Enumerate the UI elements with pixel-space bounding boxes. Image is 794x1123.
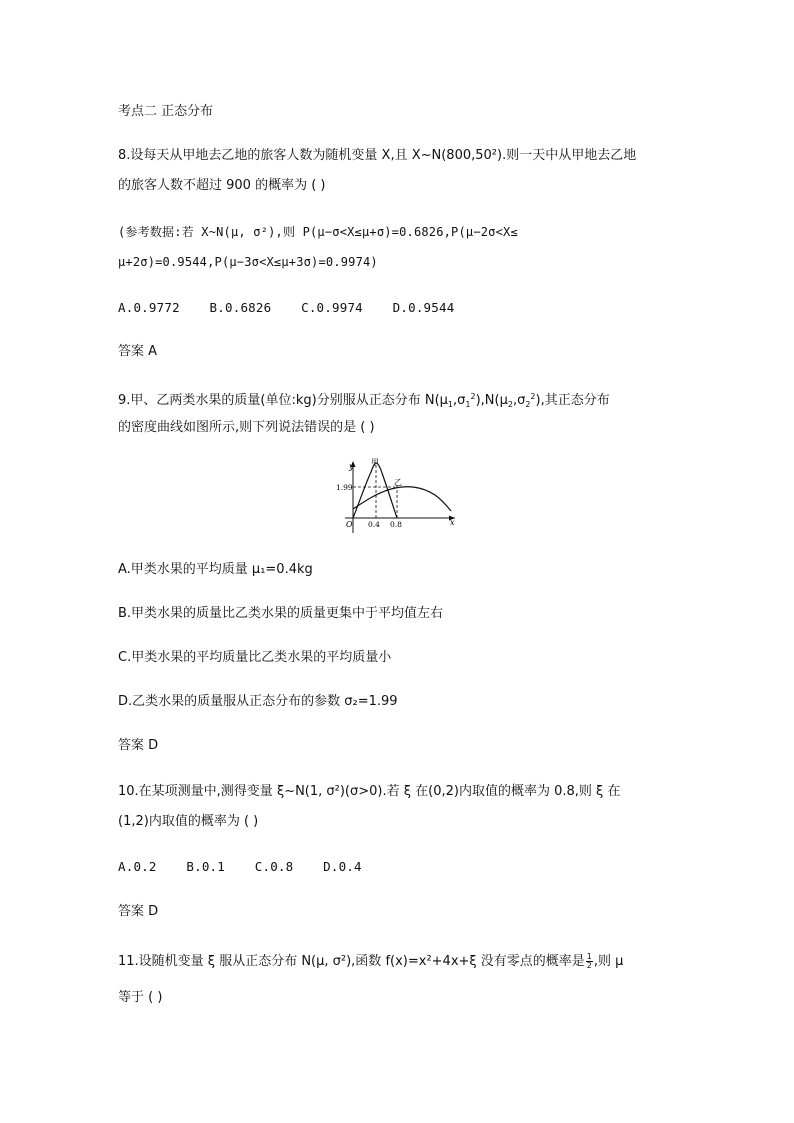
q8-stem-line1: 8.设每天从甲地去乙地的旅客人数为随机变量 X,且 X~N(800,50²).则一天中从甲地去乙地 bbox=[118, 148, 637, 163]
q9-option-d: D.乙类水果的质量服从正态分布的参数 σ₂=1.99 bbox=[118, 694, 398, 709]
y-axis-label: y bbox=[349, 462, 354, 471]
curve-label-jia: 甲 bbox=[371, 458, 379, 467]
q10-option-c: C.0.8 bbox=[254, 859, 294, 874]
x-tick-04: 0.4 bbox=[368, 520, 380, 529]
q10-stem-line1: 10.在某项测量中,测得变量 ξ~N(1, σ²)(σ>0).若 ξ 在(0,2)内取值的概率为 0.8,则 ξ 在 bbox=[118, 784, 621, 799]
q11-stem-text: 11.设随机变量 ξ 服从正态分布 N(μ, σ²),函数 f(x)=x²+4x+ξ 没有零点的概率是 bbox=[118, 954, 585, 969]
q11-fraction bbox=[586, 953, 593, 970]
x-axis-label: x bbox=[450, 518, 455, 527]
q8-options bbox=[118, 298, 476, 318]
section-title: 考点二 正态分布 bbox=[118, 104, 214, 119]
q8-option-a: A.0.9772 bbox=[118, 300, 180, 315]
q9-answer: 答案 D bbox=[118, 738, 159, 753]
curve-jia bbox=[353, 463, 397, 518]
q9-dist2-open: ),N(μ bbox=[475, 393, 508, 408]
q9-mu2-sub: 2 bbox=[507, 400, 513, 409]
q9-option-c: C.甲类水果的平均质量比乙类水果的平均质量小 bbox=[118, 650, 392, 665]
q11-stem-tail: ,则 μ bbox=[593, 954, 624, 969]
q10-option-b: B.0.1 bbox=[186, 859, 226, 874]
q9-option-b: B.甲类水果的质量比乙类水果的质量更集中于平均值左右 bbox=[118, 606, 444, 621]
q8-option-b: B.0.6826 bbox=[209, 300, 272, 315]
q9-dist2-sigma: ,σ bbox=[512, 393, 526, 408]
q9-sigma1-sup: 2 bbox=[470, 392, 476, 401]
q9-stem-tail: ),其正态分布 bbox=[535, 393, 610, 408]
q9-density-figure bbox=[335, 455, 465, 535]
q9-mu1-sub: 1 bbox=[447, 400, 454, 409]
origin-label: O bbox=[346, 520, 353, 529]
q8-option-d: D.0.9544 bbox=[392, 300, 455, 315]
q11-fraction-num: 1 bbox=[586, 952, 592, 961]
q10-option-d: D.0.4 bbox=[323, 859, 362, 874]
q8-reference-line1: (参考数据:若 X~N(μ, σ²),则 P(μ−σ<X≤μ+σ)=0.6826,P(μ−2σ<X≤ bbox=[118, 225, 518, 239]
q11-stem-line1 bbox=[118, 952, 623, 972]
y-tick-199: 1.99 bbox=[336, 483, 353, 492]
q9-sigma2-sub: 2 bbox=[525, 400, 531, 409]
q9-sigma1-sub: 1 bbox=[465, 400, 471, 409]
q11-stem-line2: 等于 ( ) bbox=[118, 990, 163, 1005]
q8-reference-line2: μ+2σ)=0.9544,P(μ−3σ<X≤μ+3σ)=0.9974) bbox=[118, 255, 378, 269]
curve-label-yi: 乙 bbox=[394, 478, 402, 487]
q10-option-a: A.0.2 bbox=[118, 859, 157, 874]
q9-stem-line1 bbox=[118, 387, 610, 415]
q9-dist1-sigma: ,σ bbox=[453, 393, 466, 408]
q9-stem-line2: 的密度曲线如图所示,则下列说法错误的是 ( ) bbox=[118, 420, 375, 435]
q9-option-a: A.甲类水果的平均质量 μ₁=0.4kg bbox=[118, 562, 313, 577]
q8-option-c: C.0.9974 bbox=[301, 300, 363, 315]
q10-answer: 答案 D bbox=[118, 904, 159, 919]
q9-dist1-open: N(μ bbox=[424, 393, 448, 408]
q9-sigma2-sup: 2 bbox=[530, 392, 536, 401]
q9-stem-text: 9.甲、乙两类水果的质量(单位:kg)分别服从正态分布 bbox=[118, 393, 425, 408]
x-tick-08: 0.8 bbox=[390, 520, 402, 529]
q8-answer: 答案 A bbox=[118, 344, 158, 359]
curve-yi bbox=[353, 487, 451, 511]
q10-options bbox=[118, 857, 384, 877]
q8-stem-line2: 的旅客人数不超过 900 的概率为 ( ) bbox=[118, 178, 326, 193]
q10-stem-line2: (1,2)内取值的概率为 ( ) bbox=[118, 814, 259, 829]
q11-fraction-den: 2 bbox=[586, 961, 592, 970]
